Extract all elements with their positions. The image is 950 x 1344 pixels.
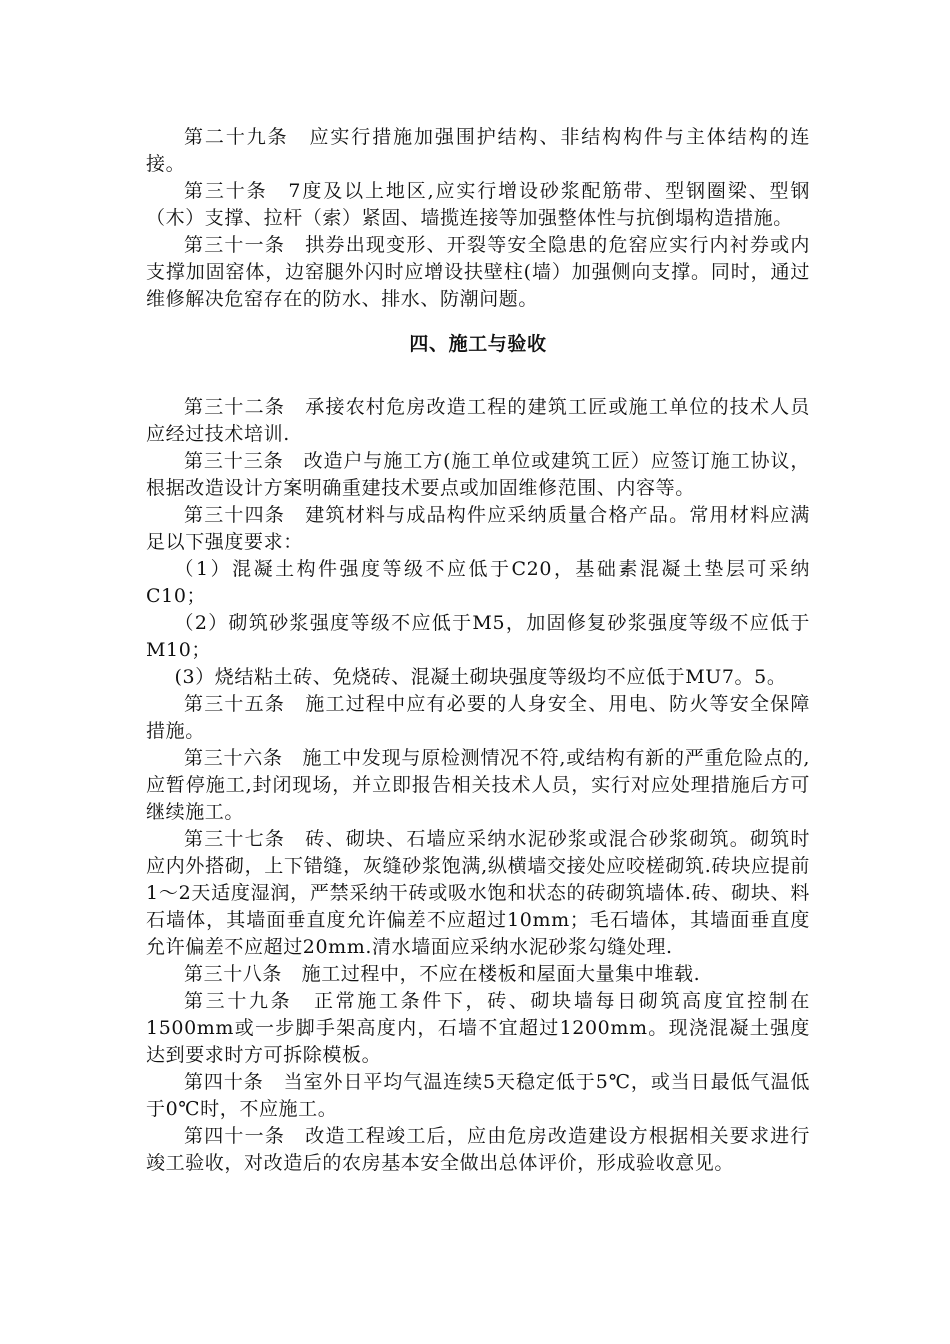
article-39: 第三十九条 正常施工条件下，砖、砌块墙每日砌筑高度宜控制在1500mm或一步脚手架高度内，石墙不宜超过1200mm。现浇混凝土强度达到要求时方可拆除模板。 — [146, 990, 810, 1066]
section-heading: 四、施工与验收 — [409, 333, 547, 355]
article-37: 第三十七条 砖、砌块、石墙应采纳水泥砂浆或混合砂浆砌筑。砌筑时应内外搭砌，上下错缝，灰缝砂浆饱满,纵横墙交接处应咬槎砌筑.砖块应提前1～2天适度湿润，严禁采纳干砖或吸水饱和状态的砖砌筑墙体.砖、砌块、料石墙体，其墙面垂直度允许偏差不应超过10mm；毛石墙体，其墙面垂直度允许偏差不应超过20mm.清水墙面应采纳水泥砂浆勾缝处理. — [146, 828, 810, 958]
article-32: 第三十二条 承接农村危房改造工程的建筑工匠或施工单位的技术人员应经过技术培训. — [146, 396, 810, 445]
list-item-3: (3）烧结粘土砖、免烧砖、混凝土砌块强度等级均不应低于MU7。5。 — [174, 666, 787, 688]
article-34: 第三十四条 建筑材料与成品构件应采纳质量合格产品。常用材料应满足以下强度要求： — [146, 504, 810, 553]
list-item-2: （2）砌筑砂浆强度等级不应低于M5，加固修复砂浆强度等级不应低于M10； — [146, 612, 810, 661]
document-page — [146, 124, 810, 1177]
article-41: 第四十一条 改造工程竣工后，应由危房改造建设方根据相关要求进行竣工验收，对改造后的农房基本安全做出总体评价，形成验收意见。 — [146, 1125, 810, 1174]
article-36: 第三十六条 施工中发现与原检测情况不符,或结构有新的严重危险点的,应暂停施工,封闭现场，并立即报告相关技术人员，实行对应处理措施后方可继续施工。 — [146, 747, 810, 823]
article-29: 第二十九条 应实行措施加强围护结构、非结构构件与主体结构的连接。 — [146, 126, 810, 175]
list-item-1: （1）混凝土构件强度等级不应低于C20，基础素混凝土垫层可采纳C10； — [146, 558, 810, 607]
article-30: 第三十条 7度及以上地区,应实行增设砂浆配筋带、型钢圈梁、型钢（木）支撑、拉杆（索）紧固、墙揽连接等加强整体性与抗倒塌构造措施。 — [146, 180, 810, 229]
article-35: 第三十五条 施工过程中应有必要的人身安全、用电、防火等安全保障措施。 — [146, 693, 810, 742]
article-40: 第四十条 当室外日平均气温连续5天稳定低于5℃，或当日最低气温低于0℃时，不应施工。 — [146, 1071, 810, 1120]
article-31: 第三十一条 拱券出现变形、开裂等安全隐患的危窑应实行内衬券或内支撑加固窑体，边窑腿外闪时应增设扶壁柱(墙）加强侧向支撑。同时，通过维修解决危窑存在的防水、排水、防潮问题。 — [146, 234, 810, 310]
article-38: 第三十八条 施工过程中，不应在楼板和屋面大量集中堆载. — [184, 963, 701, 985]
article-33: 第三十三条 改造户与施工方(施工单位或建筑工匠）应签订施工协议，根据改造设计方案明确重建技术要点或加固维修范围、内容等。 — [146, 450, 810, 499]
